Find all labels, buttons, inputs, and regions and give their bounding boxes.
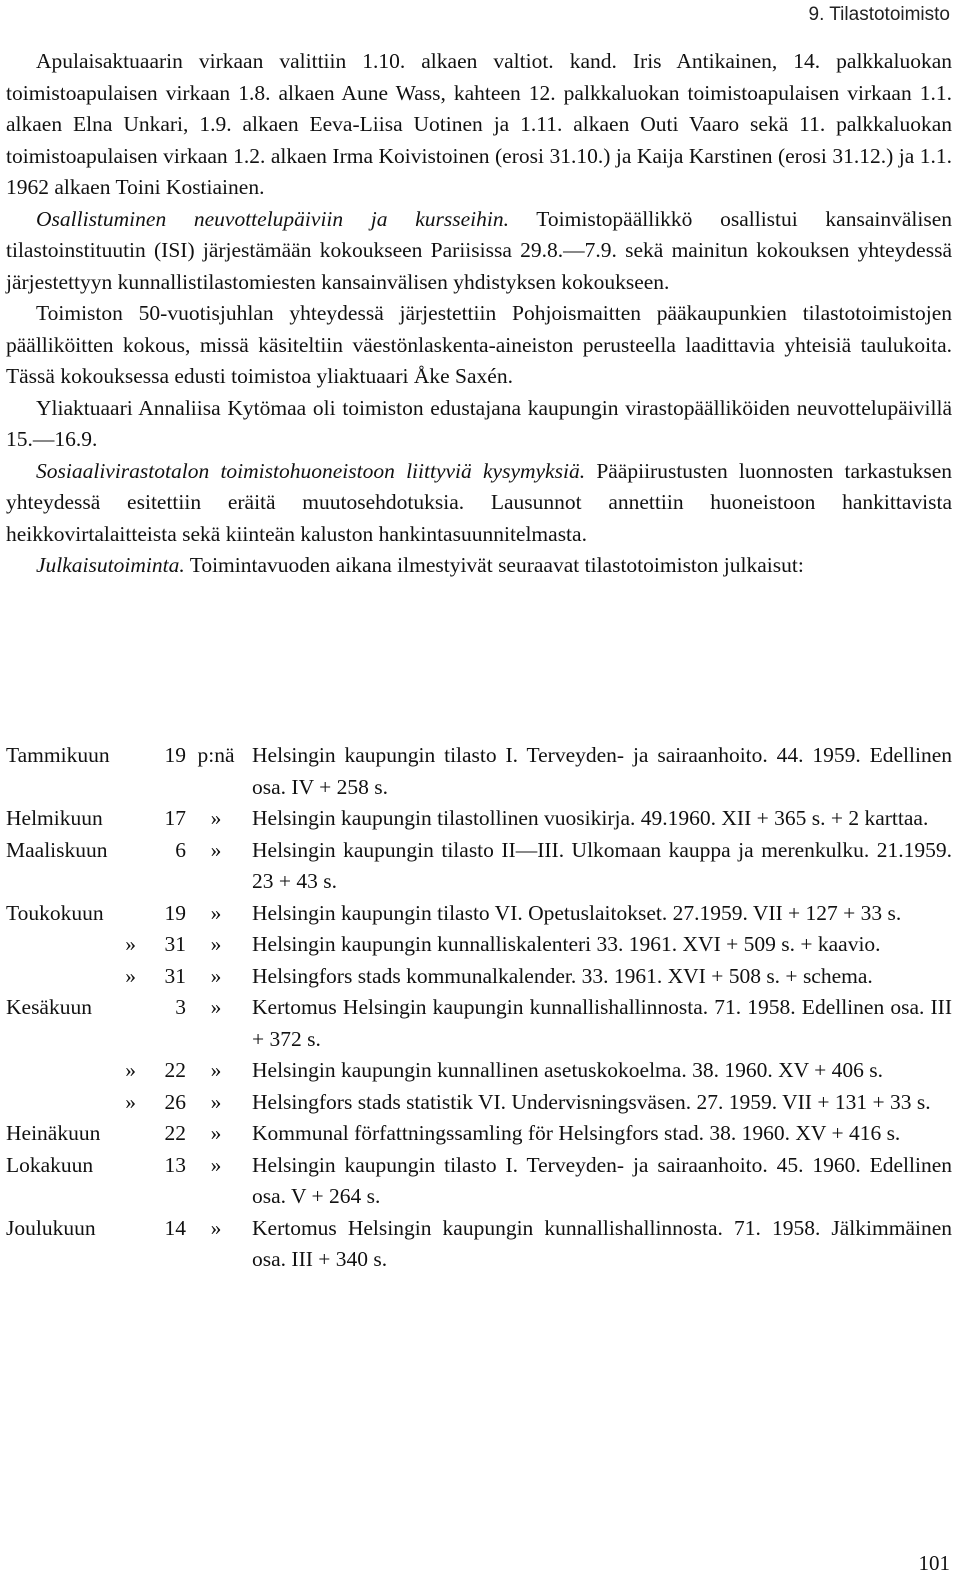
pub-day: 26 xyxy=(164,1089,186,1114)
pub-month: Heinäkuun xyxy=(6,1121,101,1145)
pub-month: Toukokuun xyxy=(6,900,104,925)
list-item xyxy=(6,1118,952,1150)
page-number: 101 xyxy=(918,1551,950,1575)
pub-text: Helsingin kaupungin tilastollinen vuosikirja. 49.1960. XII + 365 s. + 2 karttaa. xyxy=(252,806,929,830)
pub-text: Helsingin kaupungin kunnallinen asetuskokoelma. 38. 1960. XV + 406 s. xyxy=(252,1058,883,1082)
list-item xyxy=(6,1213,952,1276)
paragraph-conferences xyxy=(6,204,952,299)
pub-mark: » xyxy=(210,1058,222,1082)
pub-mark: » xyxy=(210,963,222,988)
list-item xyxy=(6,835,952,898)
list-item xyxy=(6,898,952,930)
pub-mark: » xyxy=(210,932,222,956)
pub-mark: » xyxy=(210,1215,222,1240)
paragraph-appointments: Apulaisaktuaarin virkaan valittiin 1.10. alkaen valtiot. kand. Iris Antikainen, 14. palkkaluokan toimistoapulaisen virkaan 1.8. alkaen Aune Wass, kahteen 12. palkkaluokan toimistoapulaisen virkaan 1.1. alkaen Elna Unkari, 1.9. alkaen Eeva-Liisa Uotinen ja 1.11. alkaen Outi Vaaro sekä 11. palkkaluokan toimistoapulaisen virkaan 1.2. alkaen Irma Koivistoinen (erosi 31.10.) ja Kaija Karstinen (erosi 31.12.) ja 1.1. 1962 alkaen Toini Kostiainen. xyxy=(6,49,952,199)
pub-month: Lokakuun xyxy=(6,1152,94,1177)
pub-day: 31 xyxy=(164,932,186,956)
pub-month: Helmikuun xyxy=(6,806,103,830)
pub-text: Kertomus Helsingin kaupungin kunnallishallinnosta. 71. 1958. Jälkimmäinen osa. III + 340 s. xyxy=(252,1215,952,1271)
pub-month: » xyxy=(125,932,136,956)
paragraph-representation: Yliaktuaari Annaliisa Kytömaa oli toimiston edustajana kaupungin virastopäälliköiden neuvottelupäivillä 15.—16.9. xyxy=(6,395,952,451)
pub-mark: » xyxy=(210,806,222,830)
pub-text: Helsingfors stads statistik VI. Undervisningsväsen. 27. 1959. VII + 131 + 33 s. xyxy=(252,1089,931,1114)
paragraph-office-premises xyxy=(6,456,952,551)
pub-day: 17 xyxy=(164,806,186,830)
publications-list xyxy=(6,740,952,1276)
section-heading-office-premises: Sosiaalivirastotalon toimistohuoneistoon liittyviä kysymyksiä. xyxy=(36,458,586,483)
pub-text: Helsingin kaupungin tilasto II—III. Ulkomaan kauppa ja merenkulku. 21.1959. 23 + 43 s. xyxy=(252,837,952,893)
paragraph-jubilee: Toimiston 50-vuotisjuhlan yhteydessä järjestettiin Pohjoismaitten pääkaupunkien tilastotoimistojen päälliköitten kokous, missä käsiteltiin väestönlaskenta-aineiston perusteella laadittavia yhteisiä taulukoita. Tässä kokouksessa edusti toimistoa yliaktuaari Åke Saxén. xyxy=(6,301,952,388)
pub-mark: » xyxy=(210,837,222,862)
list-item xyxy=(6,961,952,993)
pub-text: Kommunal författningssamling för Helsingfors stad. 38. 1960. XV + 416 s. xyxy=(252,1121,901,1145)
pub-day: 19 xyxy=(164,743,186,767)
list-item xyxy=(6,1150,952,1213)
pub-day: 14 xyxy=(164,1215,186,1240)
pub-month: » xyxy=(125,1089,136,1114)
pub-month: Tammikuun xyxy=(6,743,110,767)
pub-text: Helsingin kaupungin tilasto I. Terveyden- ja sairaanhoito. 45. 1960. Edellinen osa. V + 264 s. xyxy=(252,1152,952,1208)
list-item xyxy=(6,1055,952,1087)
pub-month: » xyxy=(125,963,136,988)
pub-day: 31 xyxy=(164,963,186,988)
list-item xyxy=(6,740,952,803)
pub-mark: » xyxy=(210,900,222,925)
pub-month: Maaliskuun xyxy=(6,837,108,862)
pub-month: » xyxy=(125,1058,136,1082)
paragraph-conferences-text: Toimistopäällikkö osallistui kansainvälisen tilastoinstituutin (ISI) järjestämään kokoukseen Pariisissa 29.8.—7.9. sekä mainitun kokouksen yhteydessä järjestettyyn kunnallistilastomiesten kansainvälisen yhdistyksen kokoukseen. xyxy=(6,206,952,294)
pub-mark: » xyxy=(210,1152,222,1177)
paragraph-publications-text: Toimintavuoden aikana ilmestyivät seuraavat tilastotoimiston julkaisut: xyxy=(184,553,804,577)
pub-text: Helsingin kaupungin tilasto VI. Opetuslaitokset. 27.1959. VII + 127 + 33 s. xyxy=(252,900,902,925)
list-item xyxy=(6,992,952,1055)
pub-month: Joulukuun xyxy=(6,1215,96,1240)
pub-text: Helsingin kaupungin tilasto I. Terveyden- ja sairaanhoito. 44. 1959. Edellinen osa. IV + 258 s. xyxy=(252,743,952,799)
body-text xyxy=(6,46,952,582)
pub-mark: p:nä xyxy=(197,743,235,767)
pub-text: Helsingfors stads kommunalkalender. 33. 1961. XVI + 508 s. + schema. xyxy=(252,963,873,988)
pub-text: Kertomus Helsingin kaupungin kunnallishallinnosta. 71. 1958. Edellinen osa. III + 372 s. xyxy=(252,995,952,1051)
pub-mark: » xyxy=(210,1089,222,1114)
pub-day: 19 xyxy=(164,900,186,925)
pub-month: Kesäkuun xyxy=(6,995,92,1019)
paragraph-publications xyxy=(6,550,952,582)
list-item xyxy=(6,929,952,961)
pub-day: 22 xyxy=(164,1058,186,1082)
pub-day: 3 xyxy=(175,995,186,1019)
list-item xyxy=(6,1087,952,1119)
section-heading-conferences: Osallistuminen neuvottelupäiviin ja kursseihin. xyxy=(36,206,509,231)
pub-mark: » xyxy=(210,1121,222,1145)
pub-day: 22 xyxy=(164,1121,186,1145)
pub-day: 6 xyxy=(175,837,186,862)
paragraph-office-premises-text: Pääpiirustusten luonnosten tarkastuksen yhteydessä esitettiin eräitä muutosehdotuksia. Lausunnot annettiin huoneistoon hankittavista heikkovirtalaitteista sekä kiinteän kaluston hankintasuunnitelmasta. xyxy=(6,458,952,546)
section-heading-publications: Julkaisutoiminta. xyxy=(36,553,185,577)
pub-day: 13 xyxy=(164,1152,186,1177)
pub-text: Helsingin kaupungin kunnalliskalenteri 33. 1961. XVI + 509 s. + kaavio. xyxy=(252,932,881,956)
list-item xyxy=(6,803,952,835)
pub-mark: » xyxy=(210,995,222,1019)
running-head: 9. Tilastotoimisto xyxy=(808,4,950,25)
